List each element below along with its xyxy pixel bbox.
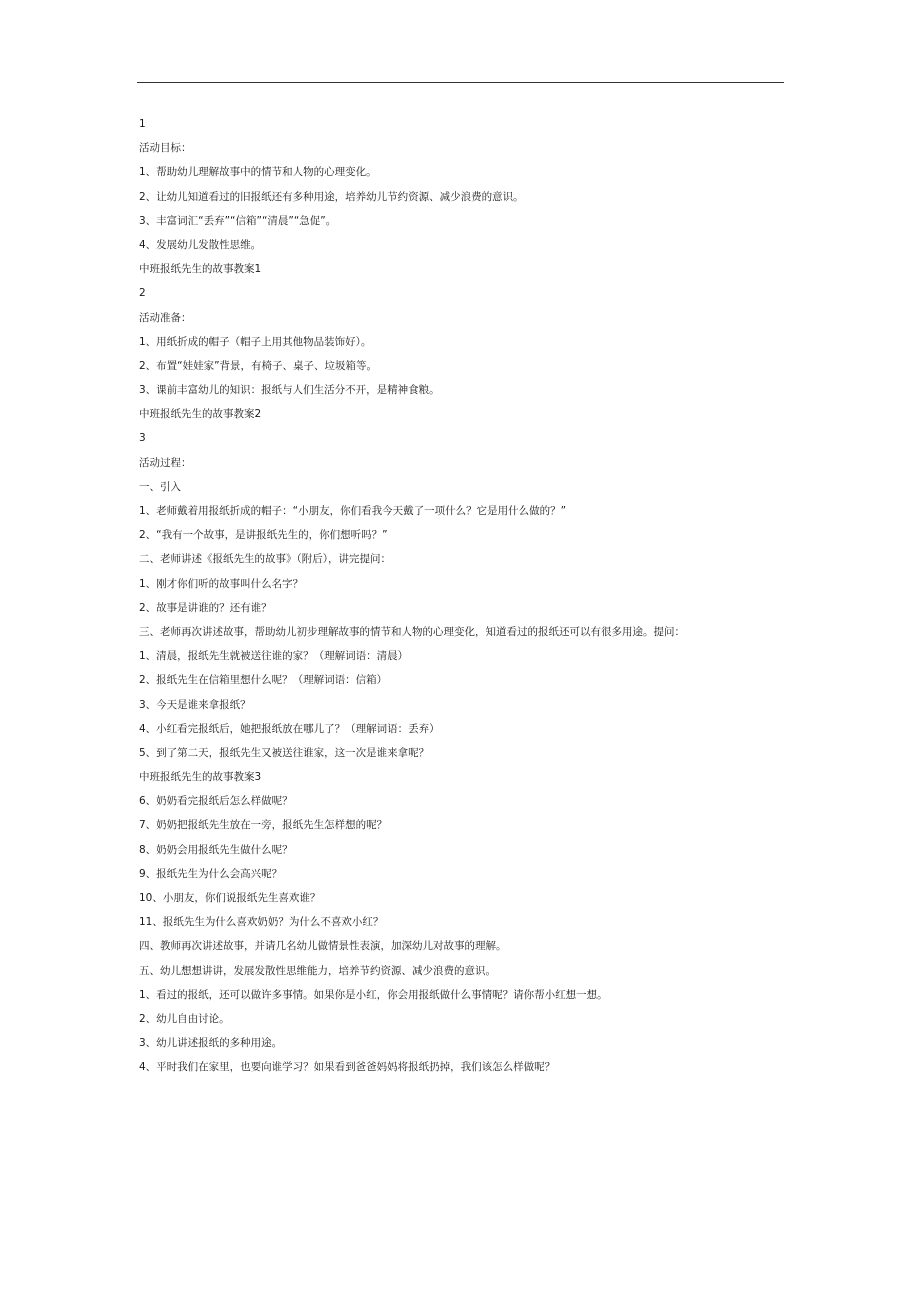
document-line: 中班报纸先生的故事教案2 [139,408,262,421]
document-line: 5、到了第二天，报纸先生又被送往谁家，这一次是谁来拿呢？ [139,746,430,759]
document-line: 1 [139,118,146,130]
document-line: 2、让幼儿知道看过的旧报纸还有多种用途，培养幼儿节约资源、减少浪费的意识。 [139,190,524,203]
document-line: 3、幼儿讲述报纸的多种用途。 [139,1037,283,1050]
document-line: 1、看过的报纸，还可以做许多事情。如果你是小红，你会用报纸做什么事情呢？请你帮小红想一想。 [139,988,608,1001]
document-line: 3、课前丰富幼儿的知识：报纸与人们生活分不开，是精神食粮。 [139,384,440,397]
document-line: 2 [139,287,146,300]
document-line: 1、老师戴着用报纸折成的帽子：“小朋友，你们看我今天戴了一项什么？它是用什么做的？” [139,505,567,517]
document-line: 1、用纸折成的帽子（帽子上用其他物品装饰好）。 [139,335,372,348]
document-line: 一、引入 [139,480,181,493]
document-line: 中班报纸先生的故事教案3 [139,771,262,784]
document-body [139,112,789,1080]
document-line: 8、奶奶会用报纸先生做什么呢？ [139,843,293,856]
document-line: 2、报纸先生在信箱里想什么呢？（理解词语：信箱） [139,674,388,687]
document-line: 活动目标： [139,142,192,155]
document-line: 3 [139,432,146,445]
document-line: 11、报纸先生为什么喜欢奶奶？为什么不喜欢小红？ [139,916,384,929]
document-line: 四、教师再次讲述故事，并请几名幼儿做情景性表演，加深幼儿对故事的理解。 [139,940,507,953]
document-line: 五、幼儿想想讲讲，发展发散性思维能力，培养节约资源、减少浪费的意识。 [139,964,496,977]
document-line: 10、小朋友，你们说报纸先生喜欢谁？ [139,892,321,904]
document-line: 4、发展幼儿发散性思维。 [139,238,262,251]
document-line: 二、老师讲述《报纸先生的故事》（附后），讲完提问： [139,553,391,566]
document-line: 活动过程： [139,456,192,469]
document-line: 7、奶奶把报纸先生放在一旁，报纸先生怎样想的呢？ [139,819,388,832]
document-line: 1、帮助幼儿理解故事中的情节和人物的心理变化。 [139,166,377,179]
document-line: 2、故事是讲谁的？还有谁？ [139,601,272,614]
document-line: 4、平时我们在家里，也要向谁学习？如果看到爸爸妈妈将报纸扔掉，我们该怎么样做呢？ [139,1061,556,1074]
document-line: 2、幼儿自由讨论。 [139,1012,230,1025]
document-line: 9、报纸先生为什么会高兴呢？ [139,867,283,880]
document-line: 2、布置“娃娃家”背景，有椅子、桌子、垃圾箱等。 [139,359,378,372]
document-line: 活动准备： [139,311,192,324]
header-divider [137,82,784,83]
document-line: 6、奶奶看完报纸后怎么样做呢？ [139,795,293,808]
document-line: 4、小红看完报纸后，她把报纸放在哪儿了？（理解词语：丢弃） [139,722,440,735]
document-line: 1、刚才你们听的故事叫什么名字？ [139,577,304,590]
document-line: 3、今天是谁来拿报纸？ [139,698,251,711]
document-line: 中班报纸先生的故事教案1 [139,263,262,276]
document-line: 2、“我有一个故事，是讲报纸先生的，你们想听吗？” [139,529,388,542]
document-line: 1、清晨，报纸先生就被送往谁的家？（理解词语：清晨） [139,650,409,663]
document-line: 3、丰富词汇“丢弃”“信箱”“清晨”“急促”。 [139,214,337,227]
document-line: 三、老师再次讲述故事，帮助幼儿初步理解故事的情节和人物的心理变化，知道看过的报纸还可以有很多用途。提问： [139,625,685,638]
